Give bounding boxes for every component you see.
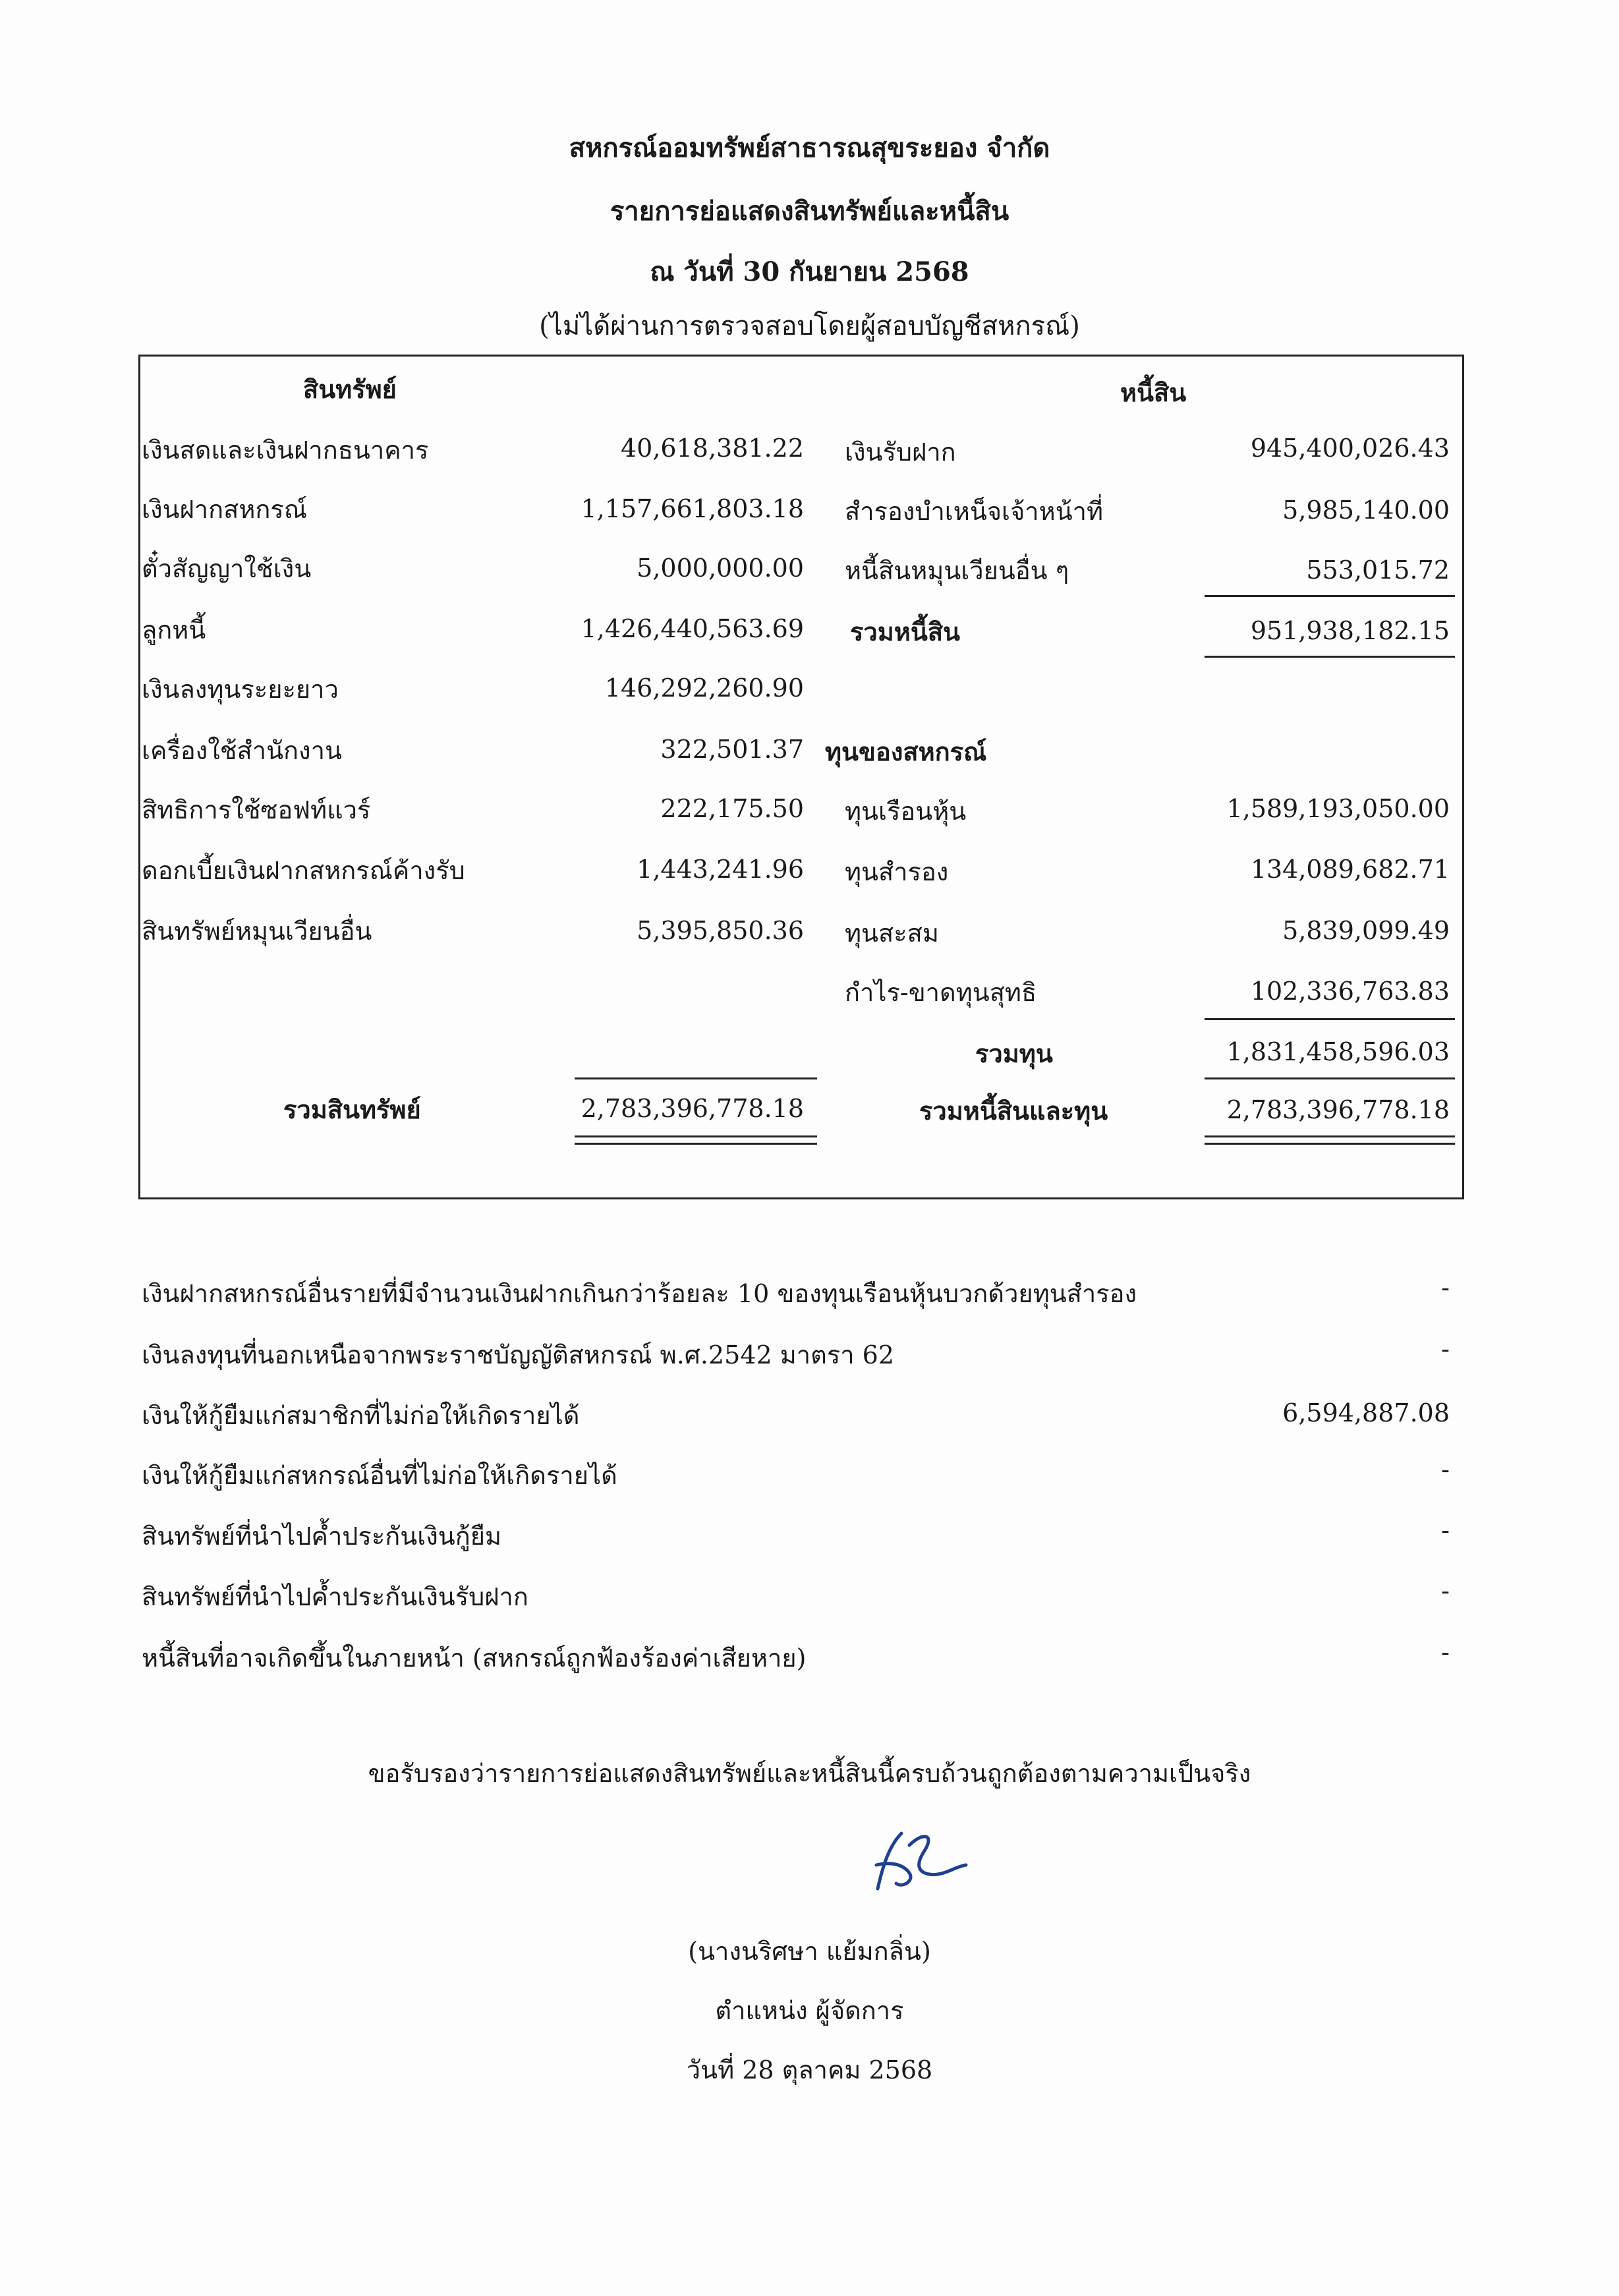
liability-label: สำรองบำเหน็จเจ้าหน้าที่ — [845, 497, 1104, 526]
liability-total-rule — [1205, 656, 1455, 658]
note-label: หนี้สินที่อาจเกิดขึ้นในภายหน้า (สหกรณ์ถูกฟ้องร้องค่าเสียหาย) — [142, 1644, 807, 1673]
note-label: สินทรัพย์ที่นำไปค้ำประกันเงินรับฝาก — [142, 1582, 528, 1611]
note-label: เงินฝากสหกรณ์อื่นรายที่มีจำนวนเงินฝากเกินกว่าร้อยละ 10 ของทุนเรือนหุ้นบวกด้วยทุนสำรอง — [142, 1279, 1137, 1308]
asset-total-value: 2,783,396,778.18 — [581, 1094, 804, 1123]
asset-total-label: รวมสินทรัพย์ — [283, 1095, 421, 1124]
asset-total-rule — [575, 1077, 817, 1079]
equity-label: ทุนสำรอง — [845, 857, 949, 886]
audit-note: (ไม่ได้ผ่านการตรวจสอบโดยผู้สอบบัญชีสหกรณ์) — [539, 311, 1080, 341]
signature-mark — [863, 1825, 969, 1898]
liability-total-label: รวมหนี้สิน — [850, 617, 960, 646]
grand-double-rule-1 — [1205, 1135, 1455, 1137]
equity-total-rule — [1205, 1077, 1455, 1079]
note-label: เงินให้กู้ยืมแก่สมาชิกที่ไม่ก่อให้เกิดรายได้ — [142, 1401, 580, 1430]
signatory-date: วันที่ 28 ตุลาคม 2568 — [686, 2055, 933, 2084]
note-label: สินทรัพย์ที่นำไปค้ำประกันเงินกู้ยืม — [142, 1522, 502, 1551]
asset-label: ดอกเบี้ยเงินฝากสหกรณ์ค้างรับ — [142, 856, 465, 885]
liability-label: เงินรับฝาก — [845, 438, 956, 467]
liability-subtotal-rule — [1205, 595, 1455, 597]
signatory-name: (นางนริศษา แย้มกลิ่น) — [688, 1937, 931, 1966]
equity-total-value: 1,831,458,596.03 — [1226, 1037, 1450, 1066]
grand-double-rule-2 — [1205, 1143, 1455, 1145]
equity-value: 5,839,099.49 — [1282, 916, 1450, 945]
equity-value: 134,089,682.71 — [1250, 855, 1450, 884]
liability-value: 945,400,026.43 — [1250, 434, 1450, 463]
note-value: 6,594,887.08 — [1282, 1398, 1450, 1427]
liability-label: หนี้สินหมุนเวียนอื่น ๆ — [845, 556, 1069, 585]
note-value: - — [1441, 1516, 1450, 1545]
asset-label: เงินสดและเงินฝากธนาคาร — [142, 436, 429, 465]
liabilities-heading: หนี้สิน — [1120, 378, 1187, 407]
note-value: - — [1441, 1455, 1450, 1484]
asset-label: ลูกหนี้ — [142, 616, 206, 645]
balance-table — [138, 355, 1464, 1199]
equity-label: ทุนเรือนหุ้น — [845, 797, 967, 826]
liability-value: 553,015.72 — [1306, 556, 1450, 585]
asset-label: ตั๋วสัญญาใช้เงิน — [142, 554, 312, 583]
asset-label: สิทธิการใช้ซอฟท์แวร์ — [142, 795, 371, 824]
asset-value: 146,292,260.90 — [604, 674, 804, 703]
asset-value: 1,426,440,563.69 — [581, 614, 804, 643]
asset-double-rule-1 — [575, 1135, 817, 1137]
asset-value: 5,395,850.36 — [637, 916, 804, 945]
equity-value: 1,589,193,050.00 — [1226, 794, 1450, 823]
note-value: - — [1441, 1638, 1450, 1667]
asset-double-rule-2 — [575, 1143, 817, 1145]
equity-heading: ทุนของสหกรณ์ — [825, 737, 987, 766]
certification-text: ขอรับรองว่ารายการย่อแสดงสินทรัพย์และหนี้สินนี้ครบถ้วนถูกต้องตามความเป็นจริง — [368, 1759, 1251, 1788]
asset-value: 1,157,661,803.18 — [581, 494, 804, 523]
org-name: สหกรณ์ออมทรัพย์สาธารณสุขระยอง จำกัด — [569, 132, 1050, 163]
grand-total-label: รวมหนี้สินและทุน — [919, 1096, 1108, 1126]
equity-label: กำไร-ขาดทุนสุทธิ — [845, 978, 1037, 1007]
liability-value: 5,985,140.00 — [1282, 496, 1450, 525]
liability-total-value: 951,938,182.15 — [1250, 616, 1450, 645]
assets-heading: สินทรัพย์ — [303, 374, 397, 404]
asset-value: 1,443,241.96 — [637, 855, 804, 884]
equity-label: ทุนสะสม — [845, 919, 939, 948]
asset-label: สินทรัพย์หมุนเวียนอื่น — [142, 917, 372, 946]
equity-total-label: รวมทุน — [975, 1039, 1053, 1068]
report-title: รายการย่อแสดงสินทรัพย์และหนี้สิน — [610, 196, 1009, 227]
as-of-date: ณ วันที่ 30 กันยายน 2568 — [650, 256, 969, 287]
asset-label: เครื่องใช้สำนักงาน — [142, 736, 342, 765]
grand-total-value: 2,783,396,778.18 — [1226, 1095, 1450, 1124]
equity-value: 102,336,763.83 — [1250, 977, 1450, 1006]
signatory-position: ตำแหน่ง ผู้จัดการ — [715, 1996, 904, 2025]
note-label: เงินลงทุนที่นอกเหนือจากพระราชบัญญัติสหกรณ์ พ.ศ.2542 มาตรา 62 — [142, 1340, 895, 1369]
note-value: - — [1441, 1335, 1450, 1363]
asset-value: 222,175.50 — [660, 794, 804, 823]
asset-label: เงินลงทุนระยะยาว — [142, 675, 339, 704]
asset-value: 5,000,000.00 — [637, 554, 804, 583]
note-value: - — [1441, 1273, 1450, 1302]
note-label: เงินให้กู้ยืมแก่สหกรณ์อื่นที่ไม่ก่อให้เกิดรายได้ — [142, 1461, 617, 1490]
asset-value: 40,618,381.22 — [620, 434, 804, 463]
asset-value: 322,501.37 — [660, 735, 804, 764]
asset-label: เงินฝากสหกรณ์ — [142, 495, 308, 524]
equity-subtotal-rule — [1205, 1018, 1455, 1020]
note-value: - — [1441, 1576, 1450, 1605]
